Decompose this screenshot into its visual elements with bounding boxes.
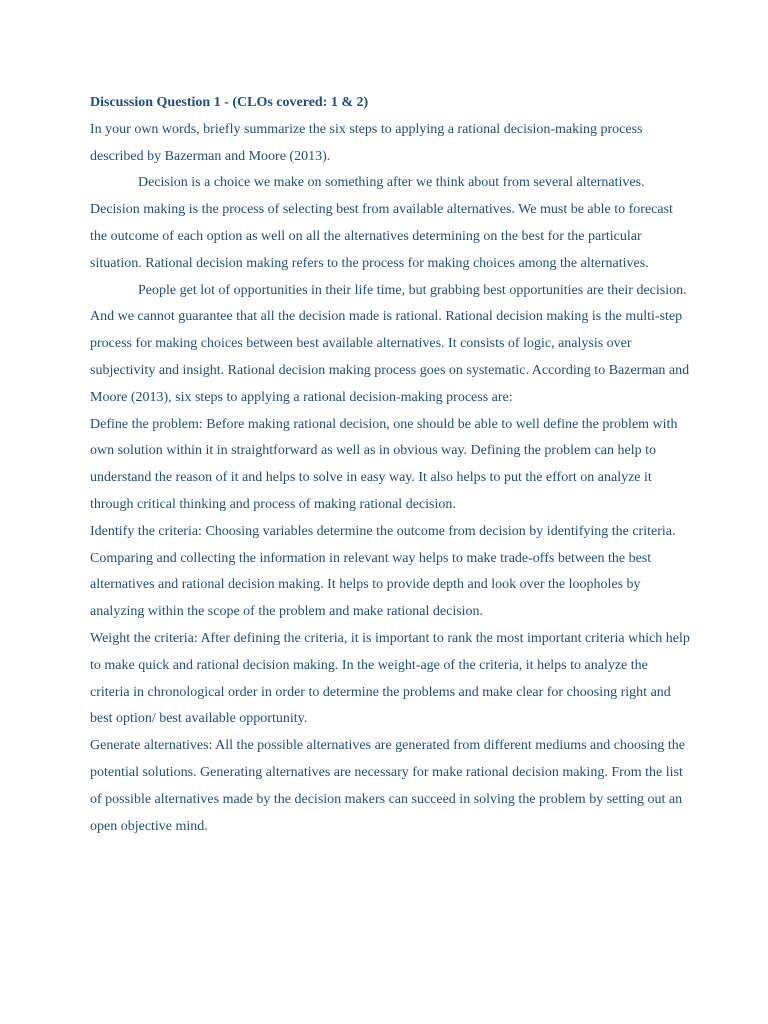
question-heading: Discussion Question 1 - (CLOs covered: 1 & 2): [90, 95, 369, 110]
question-prompt: In your own words, briefly summarize the six steps to applying a rational decision-making process described by Bazerman and Moore (2013).: [90, 121, 643, 164]
step-paragraph-generate-alternatives: Generate alternatives: All the possible alternatives are generated from different mediums and choosing the potential solutions. Generating alternatives are necessary for make rational decision making. From the list of possible alternatives made by the decision makers can succeed in solving the problem by setting out an open objective mind.: [90, 738, 685, 834]
step-paragraph-weight-criteria: Weight the criteria: After defining the criteria, it is important to rank the most important criteria which help to make quick and rational decision making. In the weight-age of the criteria, it helps to analyze the criteria in chronological order in order to determine the problems and make clear for choosing right and best option/ best available opportunity.: [90, 630, 690, 727]
step-paragraph-define-problem: Define the problem: Before making rational decision, one should be able to well define the problem with own solution within it in straightforward as well as in obvious way. Defining the problem can help to understand the reason of it and helps to solve in easy way. It also helps to put the effort on analyze it through critical thinking and process of making rational decision.: [90, 416, 678, 512]
body-paragraph: People get lot of opportunities in their life time, but grabbing best opportunities are their decision. And we cannot guarantee that all the decision made is rational. Rational decision making is the multi-step process for making choices between best available alternatives. It consists of logic, analysis over subjectivity and insight. Rational decision making process goes on systematic. According to Bazerman and Moore (2013), six steps to applying a rational decision-making process are:: [90, 282, 690, 405]
document-body: [90, 90, 690, 840]
step-paragraph-identify-criteria: Identify the criteria: Choosing variables determine the outcome from decision by identifying the criteria. Comparing and collecting the information in relevant way helps to make trade-offs between the best alternatives and rational decision making. It helps to provide depth and look over the loopholes by analyzing within the scope of the problem and make rational decision.: [90, 523, 676, 620]
body-paragraph: Decision is a choice we make on something after we think about from several alternatives. Decision making is the process of selecting best from available alternatives. We must be able to forecast the outcome of each option as well on all the alternatives determining on the best for the particular situation. Rational decision making refers to the process for making choices among the alternatives.: [90, 175, 673, 271]
